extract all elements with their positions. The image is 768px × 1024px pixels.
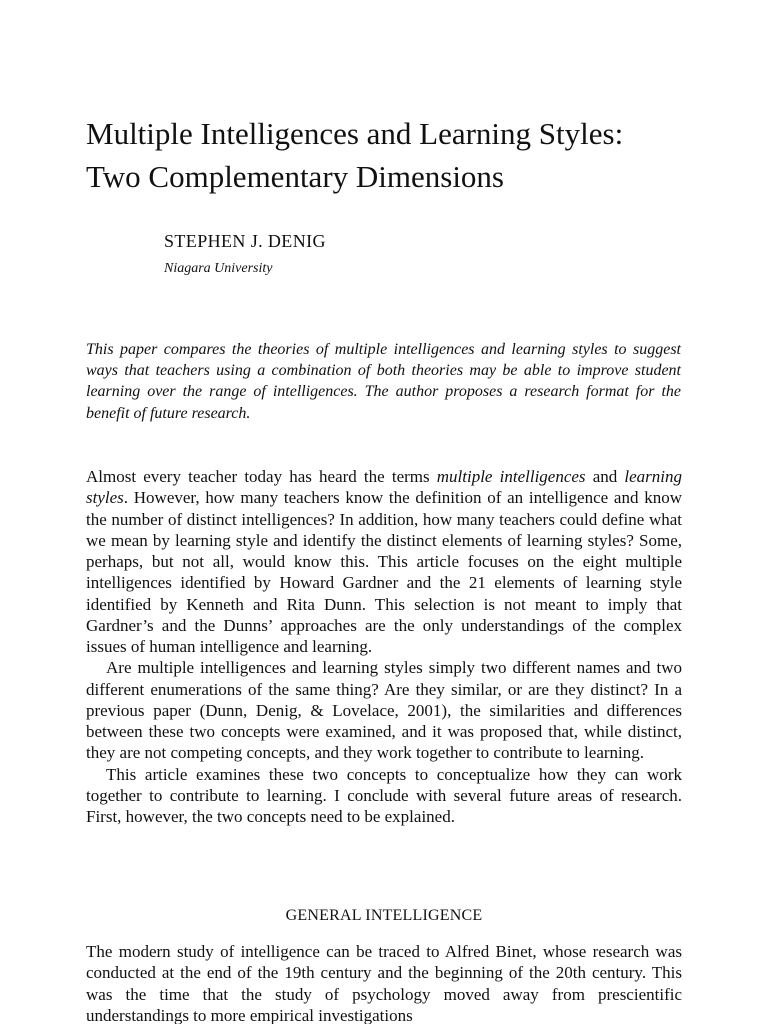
body-paragraph-1-text-c: . However, how many teachers know the definition of an intelligence and know the number of distinct intelligences? In addition, how many teachers could define what we mean by learning style and identify the distinct elements of learning styles? Some, perhaps, but not all, would know this. This article focuses on the eight multiple intelligences identified by Howard Gardner and the 21 elements of learning style identified by Kenneth and Rita Dunn. This selection is not meant to imply that Gardner’s and the Dunns’ approaches are the only understandings of the complex issues of human intelligence and learning. <box>86 488 682 656</box>
body-paragraph-3: This article examines these two concepts to conceptualize how they can work together to contribute to learning. I conclude with several future areas of research. First, however, the two concepts need to be explained. <box>86 764 682 826</box>
body-paragraph-2: Are multiple intelligences and learning styles simply two different names and two different enumerations of the same thing? Are they similar, or are they distinct? In a previous paper (Dunn, Denig, & Lovelace, 2001), the similarities and differences between these two concepts were examined, and it was proposed that, while distinct, they are not competing concepts, and they work together to contribute to learning. <box>86 658 682 763</box>
section-heading: GENERAL INTELLIGENCE <box>285 907 483 924</box>
term-learning-styles: learning styles <box>86 467 682 508</box>
article-title <box>86 112 696 198</box>
body-paragraph-1 <box>86 466 682 657</box>
author-name: STEPHEN J. DENIG <box>164 231 326 251</box>
article-title-line-2: Two Complementary Dimensions <box>86 159 505 194</box>
article-title-line-1: Multiple Intelligences and Learning Styles: <box>86 116 624 151</box>
body-paragraph-1-text-b: and <box>585 467 625 486</box>
section-paragraph-1: The modern study of intelligence can be traced to Alfred Binet, whose research was conducted at the end of the 19th century and the beginning of the 20th century. This was the time that the study of psychology moved away from prescientific understandings to more empirical investigations <box>86 942 682 1024</box>
body-paragraph-1-text-a: Almost every teacher today has heard the terms <box>86 467 437 486</box>
author-affiliation: Niagara University <box>164 261 273 276</box>
term-multiple-intelligences: multiple intelligences <box>436 467 586 486</box>
abstract: This paper compares the theories of multiple intelligences and learning styles to suggest ways that teachers using a combination of both theories may be able to improve student learning over the range of intelligences. The author proposes a research format for the benefit of future research. <box>86 341 681 422</box>
article-body <box>86 466 682 827</box>
